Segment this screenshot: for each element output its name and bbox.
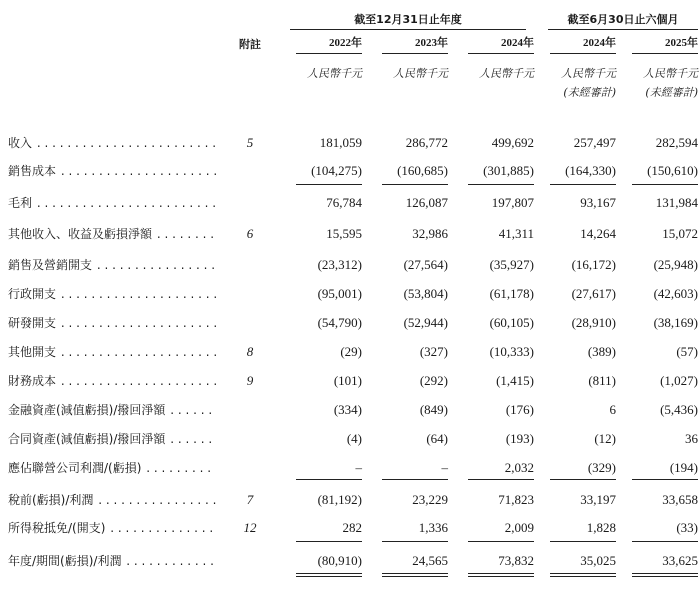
row-label [8, 255, 216, 275]
row-value: (1,415) [496, 373, 534, 388]
row-label [8, 518, 216, 538]
row-value: (334) [333, 402, 362, 417]
row-label [8, 313, 216, 333]
subtotal-rule [632, 541, 698, 542]
row-value: (64) [426, 431, 448, 446]
row-label-text: 財務成本 [8, 374, 57, 388]
table-row [0, 313, 700, 333]
subtotal-rule [382, 184, 448, 185]
row-label [8, 400, 216, 420]
row-value: (160,685) [397, 163, 448, 178]
unit-text: 人民幣千元 [643, 67, 698, 80]
row-value: 1,828 [586, 520, 616, 535]
row-value: 35,025 [580, 553, 616, 568]
period-header-2025: 2025年 [632, 36, 698, 54]
total-double-rule [468, 573, 534, 577]
row-value: 499,692 [491, 135, 534, 150]
subtotal-rule [296, 541, 362, 542]
unaudited-note: (未經審計) [563, 86, 616, 99]
subtotal-rule [468, 541, 534, 542]
table-row [0, 193, 700, 213]
row-value: (25,948) [653, 257, 698, 272]
table-row [0, 255, 700, 275]
row-value: (29) [340, 344, 362, 359]
unit-label-2023: 人民幣千元 [393, 67, 448, 80]
row-value: 33,625 [662, 553, 698, 568]
subtotal-rule [468, 184, 534, 185]
subtotal-rule [468, 479, 534, 480]
row-value: (329) [587, 460, 616, 475]
row-value: (811) [588, 373, 616, 388]
row-value: (54,790) [317, 315, 362, 330]
subtotal-rule [632, 479, 698, 480]
row-value: 24,565 [412, 553, 448, 568]
row-value: (33) [676, 520, 698, 535]
unit-label-h2024 [536, 64, 616, 102]
row-note: 9 [246, 373, 254, 388]
row-value: (38,169) [653, 315, 698, 330]
row-value: (104,275) [311, 163, 362, 178]
row-value: (4) [346, 431, 362, 446]
row-note: 12 [243, 520, 257, 535]
table-row [0, 458, 700, 478]
row-value: (61,178) [489, 286, 534, 301]
row-note: 7 [246, 492, 254, 507]
table-row [0, 161, 700, 181]
row-label-text: 銷售成本 [8, 164, 57, 178]
row-value: (28,910) [571, 315, 616, 330]
subtotal-rule [550, 541, 616, 542]
row-value: (16,172) [571, 257, 616, 272]
row-label-text: 其他開支 [8, 345, 57, 359]
row-value: 93,167 [580, 195, 616, 210]
row-value: 1,336 [418, 520, 448, 535]
row-label [8, 284, 216, 304]
row-value: 282,594 [655, 135, 698, 150]
row-value: 282 [342, 520, 362, 535]
year-header-2024: 2024年 [468, 36, 534, 54]
row-value: 2,009 [504, 520, 534, 535]
unit-label-2024: 人民幣千元 [479, 67, 534, 80]
table-row [0, 490, 700, 510]
row-label-text: 收入 [8, 136, 33, 150]
row-value: (53,804) [403, 286, 448, 301]
row-value: 286,772 [405, 135, 448, 150]
table-row [0, 371, 700, 391]
row-label [8, 458, 216, 478]
period-header-2024: 2024年 [550, 36, 616, 54]
row-label-text: 研發開支 [8, 316, 57, 330]
row-label [8, 193, 216, 213]
row-label [8, 342, 216, 362]
row-label [8, 490, 216, 510]
table-row [0, 224, 700, 244]
header-group-year-ended: 截至12月31日止年度 [290, 12, 526, 30]
row-value: (35,927) [489, 257, 534, 272]
table-row [0, 133, 700, 153]
subtotal-rule [632, 184, 698, 185]
row-value: (27,617) [571, 286, 616, 301]
row-value: (27,564) [403, 257, 448, 272]
row-value: (5,436) [660, 402, 698, 417]
row-label-text: 所得稅抵免/(開支) [8, 521, 106, 535]
row-label-text: 行政開支 [8, 287, 57, 301]
row-label-text: 應佔聯營公司利潤/(虧損) [8, 461, 142, 475]
row-value: 126,087 [405, 195, 448, 210]
row-value: (81,192) [317, 492, 362, 507]
row-label [8, 224, 216, 244]
row-value: (42,603) [653, 286, 698, 301]
unit-text: 人民幣千元 [561, 67, 616, 80]
year-header-2022: 2022年 [296, 36, 362, 54]
row-value: (1,027) [660, 373, 698, 388]
row-value: (95,001) [317, 286, 362, 301]
row-label-text: 年度/期間(虧損)/利潤 [8, 554, 122, 568]
table-row [0, 284, 700, 304]
row-label [8, 551, 216, 571]
total-double-rule [382, 573, 448, 577]
row-value: 36 [685, 431, 698, 446]
header-group-six-months: 截至6月30日止六個月 [548, 12, 698, 30]
year-header-2023: 2023年 [382, 36, 448, 54]
row-value: (176) [505, 402, 534, 417]
row-value: 33,658 [662, 492, 698, 507]
row-value: – [441, 460, 448, 475]
row-value: (57) [676, 344, 698, 359]
total-double-rule [296, 573, 362, 577]
total-double-rule [550, 573, 616, 577]
subtotal-rule [550, 479, 616, 480]
row-label-text: 稅前(虧損)/利潤 [8, 493, 94, 507]
row-value: 181,059 [319, 135, 362, 150]
row-value: (164,330) [565, 163, 616, 178]
subtotal-rule [550, 184, 616, 185]
row-label [8, 371, 216, 391]
row-value: 71,823 [498, 492, 534, 507]
row-note: 6 [246, 226, 254, 241]
row-value: 15,072 [662, 226, 698, 241]
row-label-text: 合同資產(減值虧損)/撥回淨額 [8, 432, 166, 446]
row-value: (193) [505, 431, 534, 446]
row-value: (60,105) [489, 315, 534, 330]
row-note: 8 [246, 344, 254, 359]
row-value: (101) [333, 373, 362, 388]
row-value: 73,832 [498, 553, 534, 568]
row-value: 131,984 [655, 195, 698, 210]
row-value: 197,807 [491, 195, 534, 210]
table-row [0, 342, 700, 362]
row-value: 14,264 [580, 226, 616, 241]
row-value: 23,229 [412, 492, 448, 507]
subtotal-rule [382, 541, 448, 542]
row-value: 32,986 [412, 226, 448, 241]
subtotal-rule [296, 184, 362, 185]
row-value: 2,032 [504, 460, 534, 475]
row-label-text: 毛利 [8, 196, 33, 210]
row-value: 76,784 [326, 195, 362, 210]
row-label-text: 金融資產(減值虧損)/撥回淨額 [8, 403, 166, 417]
row-value: (301,885) [483, 163, 534, 178]
row-value: (292) [419, 373, 448, 388]
row-value: 6 [609, 402, 616, 417]
row-label-text: 其他收入、收益及虧損淨額 [8, 227, 153, 241]
subtotal-rule [382, 479, 448, 480]
row-value: – [355, 460, 362, 475]
row-label-text: 銷售及營銷開支 [8, 258, 93, 272]
subtotal-rule [296, 479, 362, 480]
table-row [0, 551, 700, 571]
table-row [0, 400, 700, 420]
row-value: (12) [594, 431, 616, 446]
row-value: (80,910) [317, 553, 362, 568]
total-double-rule [632, 573, 698, 577]
unaudited-note: (未經審計) [645, 86, 698, 99]
row-value: (327) [419, 344, 448, 359]
row-value: (389) [587, 344, 616, 359]
unit-label-h2025 [618, 64, 698, 102]
row-value: 41,311 [498, 226, 534, 241]
row-value: (52,944) [403, 315, 448, 330]
row-value: (194) [669, 460, 698, 475]
note-column-header: 附註 [239, 38, 261, 51]
row-value: 257,497 [573, 135, 616, 150]
unit-label-2022: 人民幣千元 [307, 67, 362, 80]
table-row [0, 518, 700, 538]
row-note: 5 [246, 135, 254, 150]
row-value: (150,610) [647, 163, 698, 178]
row-value: 33,197 [580, 492, 616, 507]
row-value: (849) [419, 402, 448, 417]
row-label [8, 161, 216, 181]
row-label [8, 133, 216, 153]
row-label [8, 429, 216, 449]
row-value: (23,312) [317, 257, 362, 272]
row-value: (10,333) [489, 344, 534, 359]
table-row [0, 429, 700, 449]
row-value: 15,595 [326, 226, 362, 241]
